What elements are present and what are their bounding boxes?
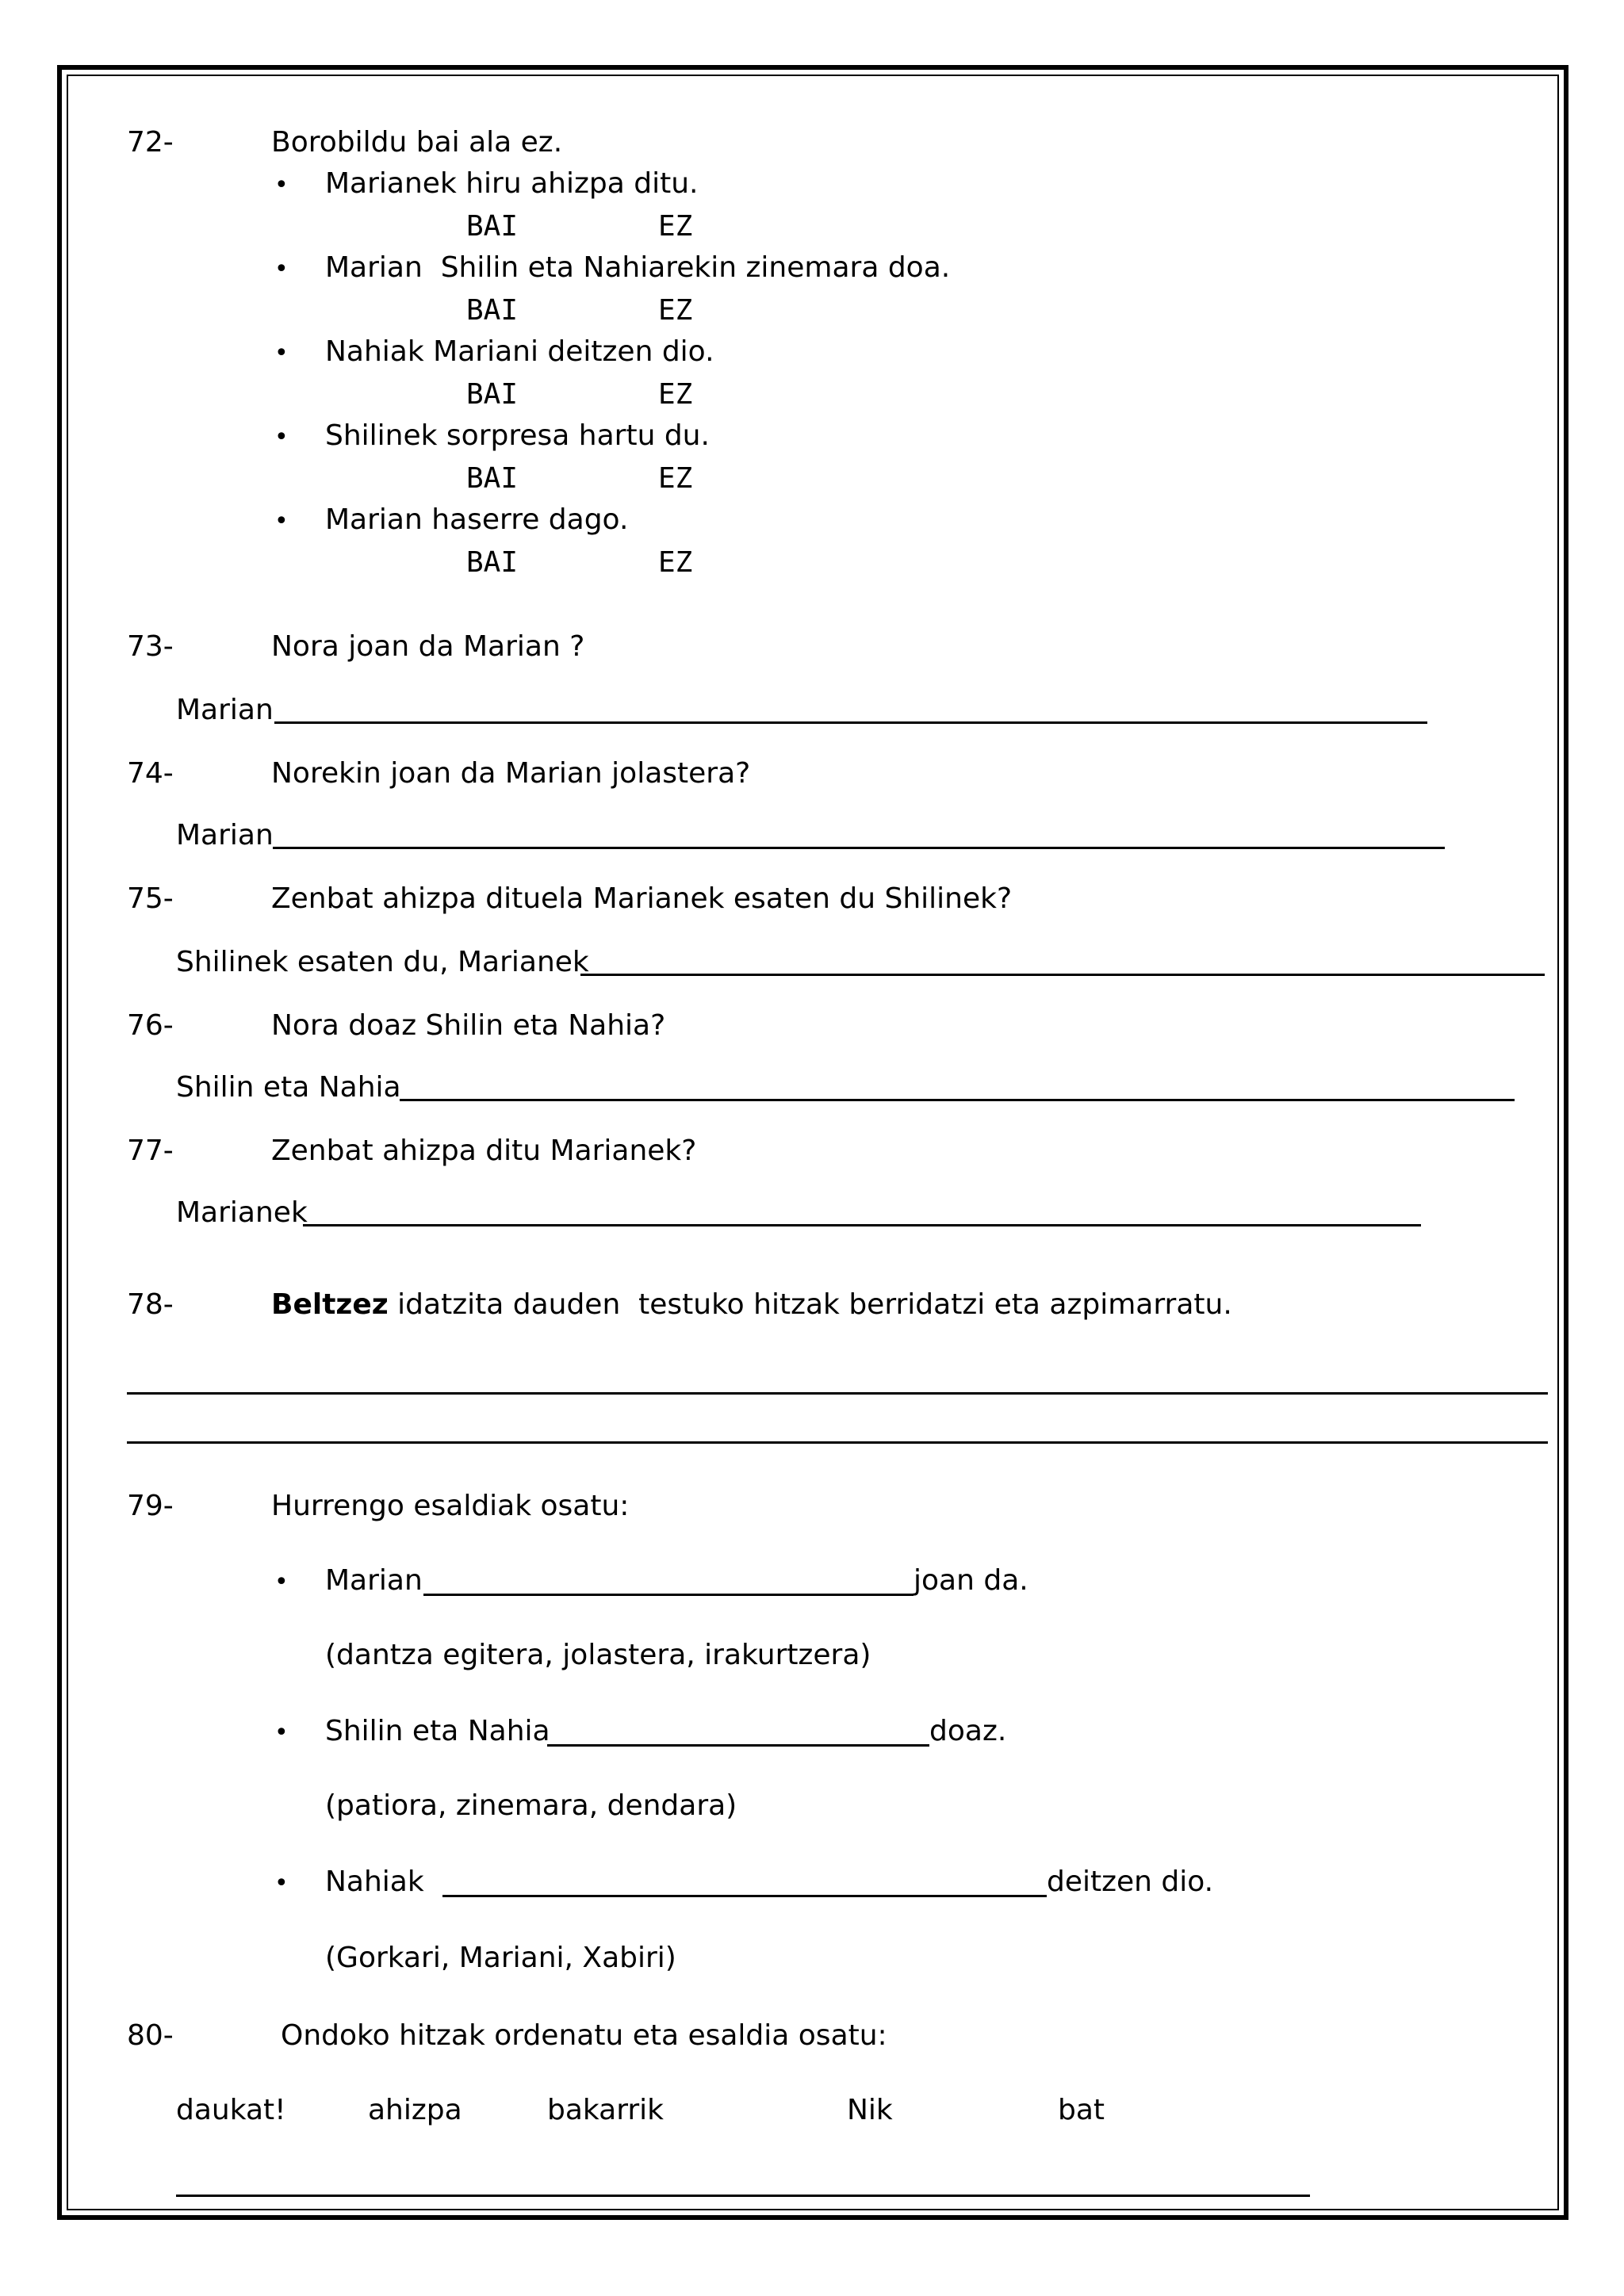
answer-line[interactable] — [303, 1224, 1421, 1226]
word-tile: ahizpa — [368, 2094, 462, 2126]
answer-line[interactable] — [580, 974, 1545, 976]
answer-line[interactable] — [400, 1099, 1515, 1101]
statement-text: Nahiak Mariani deitzen dio. — [325, 335, 714, 368]
bullet-icon: • — [274, 423, 289, 451]
answer-ez[interactable]: EZ — [658, 462, 693, 495]
answer-prefix: Shilin eta Nahia — [176, 1071, 401, 1104]
question-prompt: Nora joan da Marian ? — [271, 630, 585, 663]
answer-line[interactable] — [273, 847, 1445, 849]
statement-text: Shilinek sorpresa hartu du. — [325, 419, 710, 452]
question-number: 74- — [127, 757, 174, 790]
answer-prefix: Marian — [176, 819, 274, 851]
sentence-end: deitzen dio. — [1047, 1866, 1214, 1898]
answer-prefix: Marianek — [176, 1196, 308, 1229]
answer-bai[interactable]: BAI — [466, 210, 519, 243]
bold-keyword: Beltzez — [271, 1288, 389, 1321]
statement-text: Marian Shilin eta Nahiarekin zinemara doa. — [325, 251, 951, 284]
answer-line[interactable] — [176, 2195, 1310, 2197]
options-text: (patiora, zinemara, dendara) — [325, 1789, 737, 1822]
answer-line[interactable] — [127, 1441, 1548, 1444]
question-prompt: Hurrengo esaldiak osatu: — [271, 1490, 630, 1522]
word-tile: bat — [1058, 2094, 1105, 2126]
question-number: 78- — [127, 1288, 174, 1321]
fill-blank-line[interactable] — [442, 1895, 1047, 1897]
question-prompt: Borobildu bai ala ez. — [271, 126, 563, 159]
bullet-icon: • — [274, 1869, 289, 1897]
question-prompt: Norekin joan da Marian jolastera? — [271, 757, 751, 790]
question-number: 80- — [127, 2019, 174, 2052]
answer-bai[interactable]: BAI — [466, 294, 519, 327]
question-prompt — [271, 1288, 1232, 1322]
answer-bai[interactable]: BAI — [466, 462, 519, 495]
sentence-start: Shilin eta Nahia — [325, 1715, 550, 1747]
answer-ez[interactable]: EZ — [658, 378, 693, 411]
answer-ez[interactable]: EZ — [658, 294, 693, 327]
bullet-icon: • — [274, 507, 289, 535]
question-number: 76- — [127, 1009, 174, 1042]
bullet-icon: • — [274, 1719, 289, 1747]
question-number: 79- — [127, 1490, 174, 1522]
fill-blank-line[interactable] — [423, 1594, 914, 1596]
sentence-end: doaz. — [929, 1715, 1007, 1747]
options-text: (Gorkari, Mariani, Xabiri) — [325, 1942, 676, 1974]
word-tile: bakarrik — [547, 2094, 665, 2126]
bullet-icon: • — [274, 171, 289, 199]
question-prompt: Ondoko hitzak ordenatu eta esaldia osatu: — [281, 2019, 887, 2052]
question-number: 72- — [127, 126, 174, 159]
answer-line[interactable] — [127, 1392, 1548, 1395]
fill-blank-line[interactable] — [547, 1744, 929, 1747]
statement-text: Marian haserre dago. — [325, 503, 629, 536]
statement-text: Marianek hiru ahizpa ditu. — [325, 167, 699, 200]
answer-bai[interactable]: BAI — [466, 546, 519, 579]
answer-prefix: Marian — [176, 694, 274, 726]
question-prompt: Zenbat ahizpa dituela Marianek esaten du Shilinek? — [271, 882, 1013, 915]
word-tile: Nik — [847, 2094, 893, 2126]
question-prompt: Nora doaz Shilin eta Nahia? — [271, 1009, 666, 1042]
sentence-start: Marian — [325, 1564, 423, 1597]
question-number: 77- — [127, 1135, 174, 1167]
sentence-start: Nahiak — [325, 1866, 434, 1898]
question-number: 73- — [127, 630, 174, 663]
bullet-icon: • — [274, 339, 289, 367]
answer-bai[interactable]: BAI — [466, 378, 519, 411]
answer-ez[interactable]: EZ — [658, 546, 693, 579]
question-prompt: Zenbat ahizpa ditu Marianek? — [271, 1135, 697, 1167]
bullet-icon: • — [274, 255, 289, 283]
options-text: (dantza egitera, jolastera, irakurtzera) — [325, 1639, 871, 1671]
answer-prefix: Shilinek esaten du, Marianek — [176, 946, 589, 978]
sentence-end: joan da. — [914, 1564, 1028, 1597]
word-tile: daukat! — [176, 2094, 286, 2126]
answer-ez[interactable]: EZ — [658, 210, 693, 243]
prompt-rest: idatzita dauden testuko hitzak berridatzi eta azpimarratu. — [388, 1288, 1232, 1321]
answer-line[interactable] — [274, 721, 1427, 724]
question-number: 75- — [127, 882, 174, 915]
bullet-icon: • — [274, 1568, 289, 1596]
